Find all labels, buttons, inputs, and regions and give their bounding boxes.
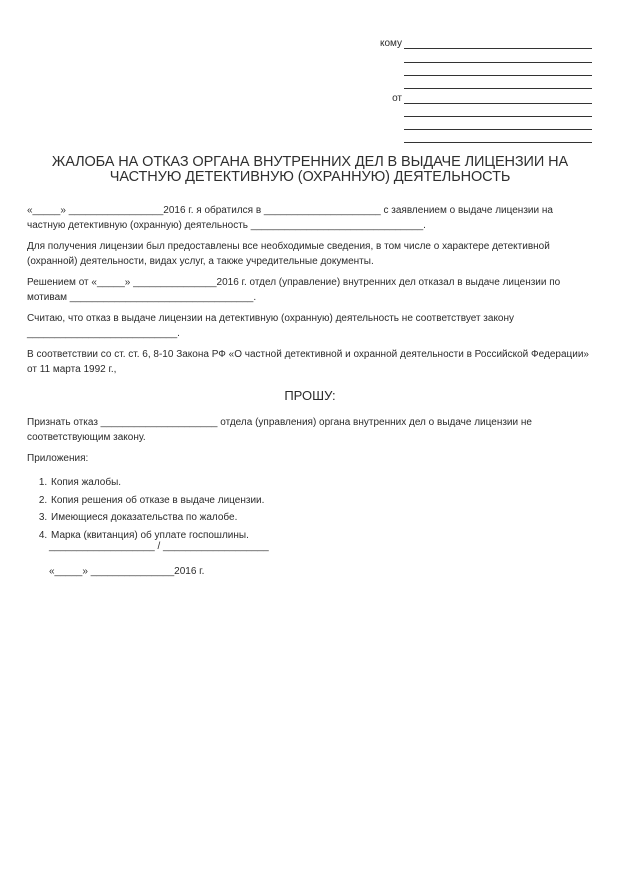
from-line-2 — [404, 116, 592, 117]
from-line-4 — [404, 142, 592, 143]
attachments-list — [27, 474, 610, 544]
to-line-3 — [404, 75, 592, 76]
attachments-label: Приложения: — [27, 453, 89, 464]
paragraph-documents: Для получения лицензии был предоставлены все необходимые сведения, в том числе о характере детективной (охранной) деятельности, видах услуг, а также учредительные документы. — [27, 241, 550, 267]
document-title: ЖАЛОБА НА ОТКАЗ ОРГАНА ВНУТРЕННИХ ДЕЛ В ВЫДАЧЕ ЛИЦЕНЗИИ НА ЧАСТНУЮ ДЕТЕКТИВНУЮ (ОХРАННУЮ) ДЕЯТЕЛЬНОСТЬ — [51, 154, 569, 185]
to-label: кому — [379, 38, 402, 49]
signature-line: ___________________ / ___________________ — [49, 541, 269, 552]
list-item: 2. Копия решения об отказе в выдаче лицензии. — [50, 492, 610, 510]
paragraph-application: «_____» _________________2016 г. я обратился в _____________________ с заявлением о выдаче лицензии на частную детективную (охранную) деятельность _______________________________. — [27, 205, 553, 231]
paragraph-decision: Решением от «_____» _______________2016 г. отдел (управление) внутренних дел отказал в выдаче лицензии по мотивам _________________________________. — [27, 277, 561, 303]
date-line: «_____» _______________2016 г. — [49, 566, 205, 577]
request-text: Признать отказ _____________________ отдела (управления) органа внутренних дел о выдаче лицензии не соответствующим закону. — [27, 417, 532, 443]
list-item: 4. Марка (квитанция) об уплате госпошлины. — [50, 527, 610, 545]
list-item: 3. Имеющиеся доказательства по жалобе. — [50, 509, 610, 527]
request-heading: ПРОШУ: — [284, 388, 336, 403]
from-line-1 — [404, 103, 592, 104]
from-line-3 — [404, 129, 592, 130]
paragraph-opinion: Считаю, что отказ в выдаче лицензии на детективную (охранную) деятельность не соответствует закону ___________________________. — [27, 313, 515, 339]
list-item: 1. Копия жалобы. — [50, 474, 610, 492]
to-line-4 — [404, 88, 592, 89]
to-line-1 — [404, 48, 592, 49]
from-label: от — [392, 93, 402, 104]
to-line-2 — [404, 62, 592, 63]
paragraph-law-reference: В соответствии со ст. ст. 6, 8-10 Закона РФ «О частной детективной и охранной деятельности в Российской Федерации» от 11 марта 1992 г., — [27, 349, 589, 375]
